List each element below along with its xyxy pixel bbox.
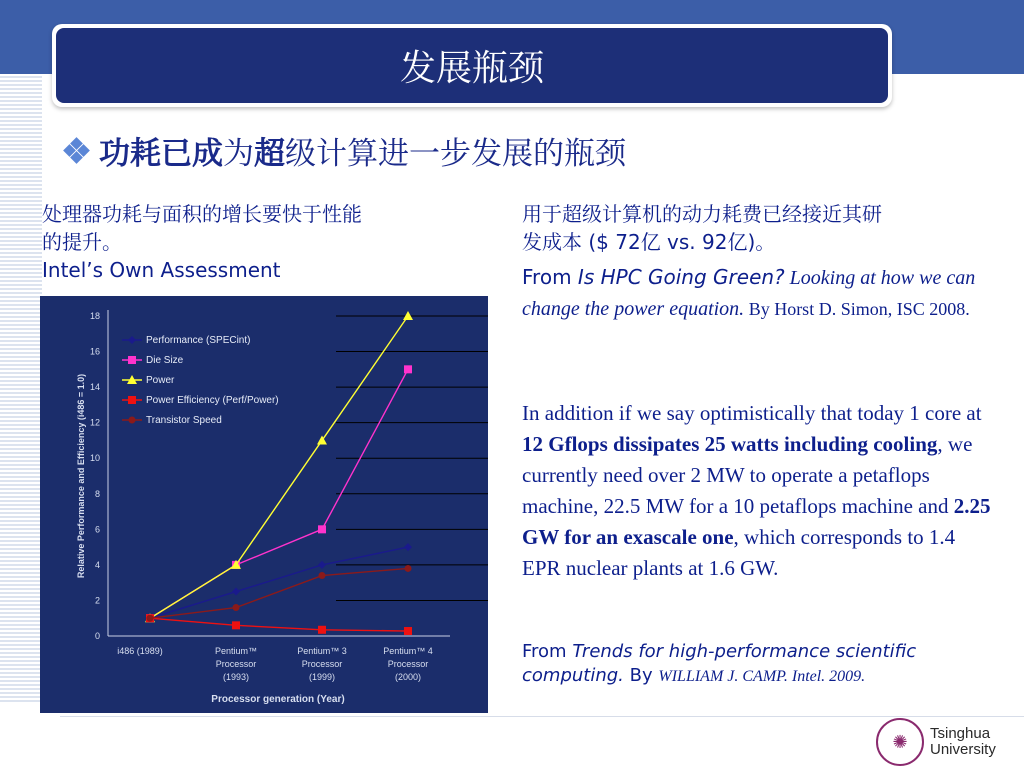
source-1-desc: Looking at how we can change the power equation. [522, 267, 976, 320]
data-point [404, 365, 412, 373]
left-caption-line1: 处理器功耗与面积的增长要快于性能 [42, 202, 362, 226]
legend-marker [129, 417, 136, 424]
data-point [147, 615, 154, 622]
source-2-title: Trends for high-performance scientific computing. [522, 641, 917, 686]
legend-label: Power [146, 375, 175, 386]
x-tick-label: Processor [387, 659, 429, 669]
x-tick-label: (1993) [222, 672, 250, 682]
y-axis-label: Relative Performance and Efficiency (i486 = 1.0) [76, 373, 86, 579]
y-tick-label: 10 [89, 453, 100, 464]
source-2-author: WILLIAM J. CAMP. Intel. 2009. [658, 668, 866, 685]
y-tick-label: 4 [94, 559, 100, 570]
university-seal-icon: ✺ [876, 718, 924, 766]
y-tick-label: 12 [89, 417, 100, 428]
side-stripes [0, 74, 42, 704]
bullet-text: 功耗已成为超级计算进一步发展的瓶颈 [99, 136, 626, 172]
y-tick-label: 0 [94, 631, 100, 641]
y-tick-label: 18 [89, 311, 100, 321]
x-axis-label: Processor generation (Year) [211, 694, 345, 705]
y-tick-label: 2 [94, 595, 100, 606]
data-point [405, 565, 412, 572]
logo-text: Tsinghua University [930, 725, 996, 758]
page-title: 发展瓶颈 [399, 48, 544, 89]
y-tick-label: 16 [89, 346, 100, 357]
data-point [404, 627, 412, 635]
data-point [318, 626, 326, 634]
legend-label: Performance (SPECint) [146, 335, 251, 346]
tsinghua-logo [876, 718, 996, 766]
y-tick-label: 8 [94, 488, 100, 499]
legend-label: Die Size [146, 355, 184, 366]
x-tick-label: Pentium™ 3 [297, 646, 347, 656]
legend-label: Power Efficiency (Perf/Power) [146, 395, 279, 406]
main-bullet [63, 128, 626, 173]
legend-marker [128, 396, 136, 404]
data-point [232, 621, 240, 629]
right-caption [522, 200, 992, 256]
title-bar [56, 28, 888, 103]
y-tick-label: 6 [94, 524, 100, 535]
legend-label: Transistor Speed [146, 415, 222, 426]
data-point [318, 525, 326, 533]
x-tick-label: (2000) [394, 672, 422, 682]
left-caption [42, 200, 472, 284]
source-2: From Trends for high-performance scientific computing. By WILLIAM J. CAMP. Intel. 2009. [522, 641, 917, 686]
source-1-by: By Horst D. Simon, ISC 2008. [744, 299, 970, 319]
right-caption-line2: 发成本 ($ 72亿 vs. 92亿)。 [522, 230, 776, 254]
x-tick-label: Pentium™ 4 [383, 646, 433, 656]
x-tick-label: i486 (1989) [117, 646, 163, 656]
exascale-paragraph: In addition if we say optimistically that today 1 core at 12 Gflops dissipates 25 watts including cooling, we currently need over 2 MW to operate a petaflops machine, 22.5 MW for a 10 petaflops machine and 2.25 GW for an exascale one, which corresponds to 1.4 EPR nuclear plants at 1.6 GW. [522, 401, 991, 580]
diamond-bullet-icon [63, 137, 91, 165]
data-point [233, 604, 240, 611]
x-tick-label: (1999) [308, 672, 336, 682]
x-tick-label: Pentium™ [214, 646, 258, 656]
chart-panel [40, 296, 488, 713]
legend-marker [128, 356, 136, 364]
power-trend-chart [40, 296, 488, 713]
source-1-title: Is HPC Going Green? [577, 265, 785, 289]
right-caption-line1: 用于超级计算机的动力耗费已经接近其研 [522, 202, 882, 226]
x-tick-label: Processor [301, 659, 343, 669]
left-caption-line2: 的提升。 [42, 230, 122, 254]
source-1: From Is HPC Going Green? Looking at how we can change the power equation. By Horst D. Simon, ISC 2008. [522, 265, 976, 320]
left-caption-line3: Intel’s Own Assessment [42, 258, 281, 282]
x-tick-label: Processor [215, 659, 257, 669]
footer-divider [60, 716, 1024, 717]
y-tick-label: 14 [89, 382, 100, 393]
data-point [319, 572, 326, 579]
